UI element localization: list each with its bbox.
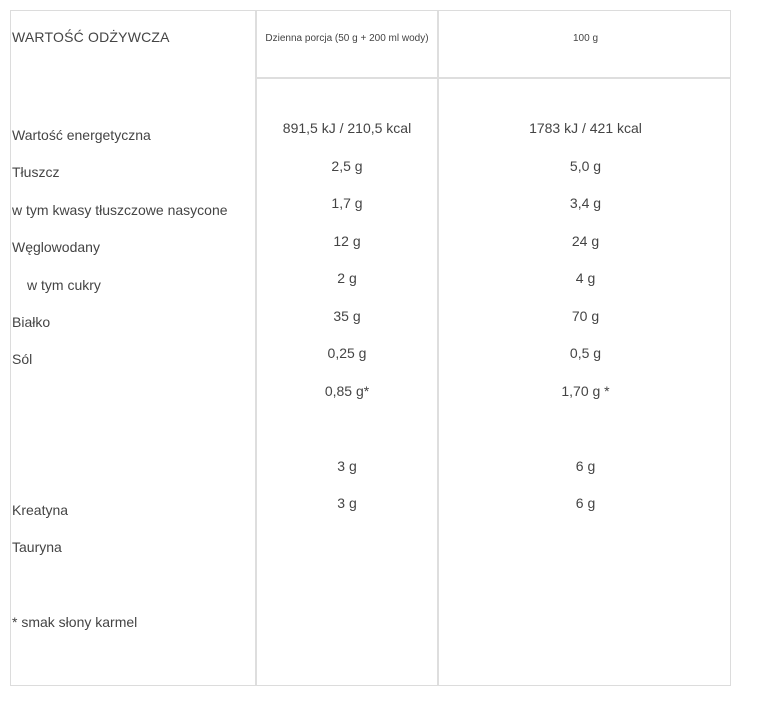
portion-value: 891,5 kJ / 210,5 kcal [282, 120, 412, 136]
label-saturated: w tym kwasy tłuszczowe nasycone [12, 202, 228, 218]
header-per100: 100 g [572, 33, 599, 44]
per100-value: 0,5 g [569, 345, 602, 361]
header-nutrient: WARTOŚĆ ODŻYWCZA [12, 29, 170, 45]
header-portion: Dzienna porcja (50 g + 200 ml wody) [265, 33, 429, 44]
portion-value: 0,85 g* [324, 383, 370, 399]
portion-value: 3 g [337, 495, 357, 511]
per100-value: 24 g [571, 233, 600, 249]
label-protein: Białko [12, 314, 51, 330]
portion-value: 1,7 g [331, 195, 363, 211]
label-salt: Sól [12, 351, 33, 367]
label-energy: Wartość energetyczna [12, 127, 151, 143]
per100-value: 4 g [575, 270, 596, 286]
label-fat: Tłuszcz [12, 164, 60, 180]
per100-value: 70 g [571, 308, 600, 324]
portion-value: 0,25 g [327, 345, 367, 361]
portion-value: 3 g [337, 458, 357, 474]
label-taurine: Tauryna [12, 539, 62, 555]
per100-value: 6 g [575, 458, 596, 474]
per100-value: 1,70 g * [561, 383, 610, 399]
per100-value: 3,4 g [569, 195, 602, 211]
portion-value: 2 g [337, 270, 357, 286]
label-carbs: Węglowodany [12, 239, 100, 255]
per100-value: 5,0 g [569, 158, 602, 174]
portion-value: 35 g [333, 308, 361, 324]
nutrition-table [10, 10, 731, 686]
header-divider [257, 77, 730, 79]
per100-value: 6 g [575, 495, 596, 511]
footnote: * smak słony karmel [12, 614, 138, 630]
label-sugars: w tym cukry [27, 277, 101, 293]
portion-value: 12 g [333, 233, 361, 249]
portion-value: 2,5 g [331, 158, 363, 174]
per100-value: 1783 kJ / 421 kcal [529, 120, 642, 136]
label-creatine: Kreatyna [12, 502, 69, 518]
